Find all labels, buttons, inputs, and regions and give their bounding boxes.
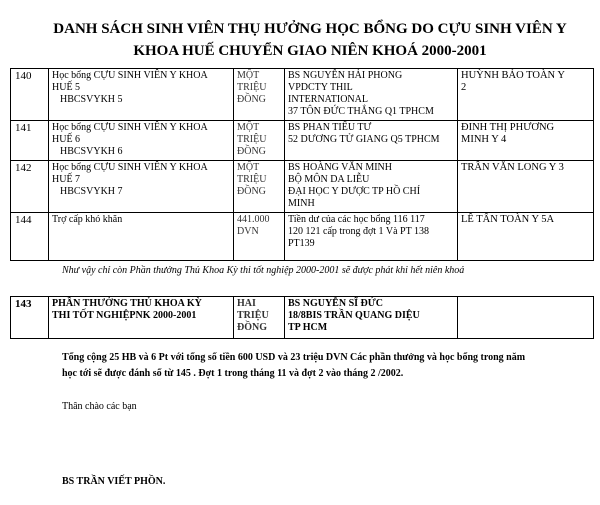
scholarship-name [49, 121, 234, 161]
donor-line: BỘ MÔN DA LIỄU [288, 174, 370, 185]
donor [285, 121, 458, 161]
table-row [11, 161, 594, 213]
donor-line: Tiền dư của các học bổng 116 117 [288, 214, 425, 225]
row-number: 144 [11, 213, 49, 261]
amount-line: MỘT [237, 122, 260, 133]
scholarship-name-line: THI TỐT NGHIỆPNK 2000-2001 [52, 310, 197, 321]
amount-line: TRIỆU [237, 134, 267, 145]
recipient [458, 69, 594, 121]
signature-text: BS TRẦN VIẾT PHỒN. [62, 476, 166, 487]
recipient-line: HUỲNH BẢO TOÀN Y [461, 70, 565, 81]
scholarship-name-line: PHẦN THƯỞNG THỦ KHOA KỲ [52, 298, 202, 309]
recipient [458, 161, 594, 213]
scholarship-name-line: HUẾ 5 [52, 82, 81, 93]
scholarship-table [10, 68, 594, 261]
recipient [458, 213, 594, 261]
summary-text [62, 350, 582, 382]
donor-line: TP HCM [288, 322, 328, 333]
recipient-line: TRẦN VĂN LONG Y 3 [461, 162, 564, 173]
donor [285, 213, 458, 261]
amount-line: ĐỒNG [237, 94, 266, 105]
donor [285, 161, 458, 213]
amount [234, 161, 285, 213]
scholarship-name-line: Học bổng CỰU SINH VIÊN Y KHOA [52, 122, 208, 133]
donor-line: 18/8BIS TRẦN QUANG DIỆU [288, 310, 420, 321]
amount [234, 121, 285, 161]
donor [285, 297, 458, 339]
recipient-line: MINH Y 4 [461, 134, 507, 145]
amount [234, 69, 285, 121]
amount-line: ĐỒNG [237, 146, 266, 157]
donor-line: VPDCTY THIL [288, 82, 353, 93]
scholarship-name [49, 297, 234, 339]
donor-line: BS NGUYỄN HẢI PHONG [288, 70, 403, 81]
amount [234, 213, 285, 261]
table-row [11, 213, 594, 261]
amount-line: TRIỆU [237, 174, 267, 185]
scholarship-name-line: Học bổng CỰU SINH VIÊN Y KHOA [52, 162, 208, 173]
amount [234, 297, 285, 339]
donor-line: ĐẠI HỌC Y DƯỢC TP HỒ CHÍ [288, 186, 421, 197]
donor-line: 37 TÔN ĐỨC THẮNG Q1 TPHCM [288, 106, 434, 117]
amount-line: TRIỆU [237, 82, 267, 93]
scholarship-name-line: HBCSVYKH 5 [60, 94, 123, 105]
table-row [11, 121, 594, 161]
scholarship-name-line: Trợ cấp khó khăn [52, 214, 123, 225]
donor [285, 69, 458, 121]
donor-line: BS HOÀNG VĂN MINH [288, 162, 392, 173]
greeting-text: Thân chào các bạn [62, 401, 137, 412]
amount-line: 441.000 [237, 214, 270, 225]
scholarship-name [49, 161, 234, 213]
amount-line: TRIỆU [237, 310, 269, 321]
recipient [458, 121, 594, 161]
document-title [40, 18, 580, 62]
scholarship-name-line: HBCSVYKH 7 [60, 186, 123, 197]
scholarship-name-line: HUẾ 7 [52, 174, 81, 185]
row-number: 142 [11, 161, 49, 213]
note-text: Như vậy chỉ còn Phần thưởng Thủ Khoa Kỳ thi tốt nghiệp 2000-2001 sẽ được phát khi hết niên khoá [62, 265, 465, 276]
scholarship-name-line: Học bổng CỰU SINH VIÊN Y KHOA [52, 70, 208, 81]
row-number: 140 [11, 69, 49, 121]
donor-line: BS NGUYỄN SĨ ĐỨC [288, 298, 383, 309]
summary-line-1: Tổng cộng 25 HB và 6 Pt với tổng số tiền 600 USD và 23 triệu DVN Các phần thưởng và học bổng trong năm [62, 352, 526, 363]
recipient-line: ĐINH THỊ PHƯƠNG [461, 122, 555, 133]
amount-line: MỘT [237, 162, 260, 173]
summary-line-2: học tới sẽ được đánh số từ 145 . Đợt 1 trong tháng 11 và đợt 2 vào tháng 2 /2002. [62, 368, 404, 379]
donor-line: BS PHAN TIẾU TƯ [288, 122, 372, 133]
scholarship-name [49, 213, 234, 261]
amount-line: ĐỒNG [237, 322, 267, 333]
recipient-line: 2 [461, 82, 467, 93]
donor-line: 120 121 cấp trong đợt 1 Và PT 138 [288, 226, 430, 237]
donor-line: PT139 [288, 238, 315, 249]
donor-line: MINH [288, 198, 315, 209]
table-row [11, 69, 594, 121]
donor-line: INTERNATIONAL [288, 94, 368, 105]
scholarship-name-line: HBCSVYKH 6 [60, 146, 123, 157]
row-number: 141 [11, 121, 49, 161]
table-row [11, 297, 594, 339]
recipient-line: LÊ TẤN TOÀN Y 5A [461, 214, 555, 225]
scholarship-name [49, 69, 234, 121]
award-table [10, 296, 594, 339]
donor-line: 52 DƯƠNG TỬ GIANG Q5 TPHCM [288, 134, 440, 145]
title-line-2: KHOA HUẾ CHUYỂN GIAO NIÊN KHOÁ 2000-2001 [133, 43, 487, 59]
scholarship-name-line: HUẾ 6 [52, 134, 81, 145]
amount-line: DVN [237, 226, 259, 237]
title-line-1: DANH SÁCH SINH VIÊN THỤ HƯỞNG HỌC BỔNG DO CỰU SINH VIÊN Y [53, 21, 567, 37]
amount-line: MỘT [237, 70, 260, 81]
amount-line: HAI [237, 298, 256, 309]
amount-line: ĐỒNG [237, 186, 266, 197]
recipient [458, 297, 594, 339]
row-number: 143 [11, 297, 49, 339]
